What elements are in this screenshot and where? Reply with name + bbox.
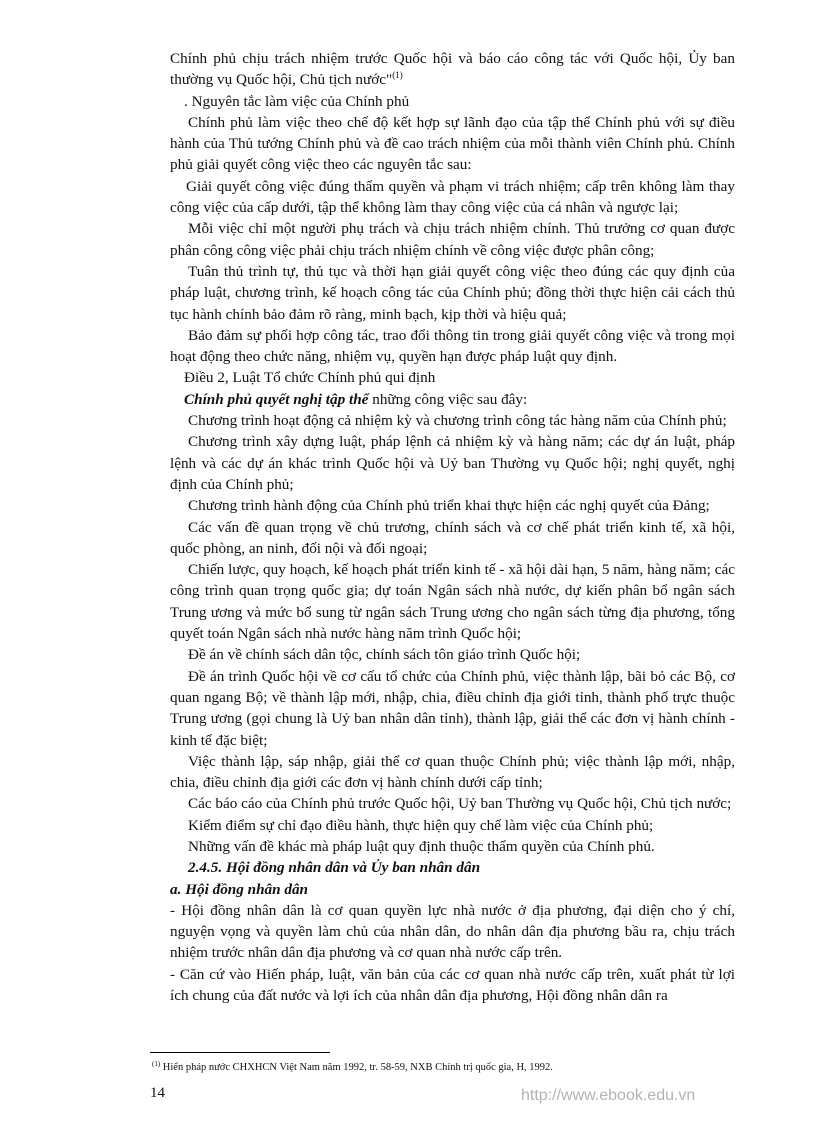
paragraph: Mỗi việc chỉ một người phụ trách và chịu trách nhiệm chính. Thủ trưởng cơ quan được phân công công việc phải chịu trách nhiệm chính về công việc được phân công; — [170, 220, 735, 259]
footnote-text: Hiến pháp nước CHXHCN Việt Nam năm 1992, tr. 58-59, NXB Chính trị quốc gia, H, 1992. — [160, 1062, 553, 1073]
subsection-heading: a. Hội đồng nhân dân — [170, 880, 309, 898]
section-label: . Nguyên tắc làm việc của Chính phủ — [184, 92, 410, 110]
paragraph: Tuân thủ trình tự, thủ tục và thời hạn giải quyết công việc theo đúng các quy định của pháp luật, chương trình, kế hoạch công tác của Chính phủ; đồng thời thực hiện cải cách thủ tục hành chính bảo đảm rõ ràng, minh bạch, kịp thời và hiệu quả; — [170, 262, 735, 323]
list-item: Những vấn đề khác mà pháp luật quy định thuộc thẩm quyền của Chính phủ. — [188, 837, 655, 855]
list-item: Kiểm điểm sự chỉ đạo điều hành, thực hiện quy chế làm việc của Chính phủ; — [188, 816, 654, 834]
list-item: Đề án trình Quốc hội về cơ cấu tổ chức của Chính phủ, việc thành lập, bãi bỏ các Bộ, cơ quan ngang Bộ; về thành lập mới, nhập, chia, điều chỉnh địa giới tỉnh, thành phố trực thuộc Trung ương (gọi chung là Uỷ ban nhân dân tỉnh), thành lập, giải thể các đơn vị hành chính - kinh tế đặc biệt; — [170, 667, 735, 749]
list-item: Chương trình xây dựng luật, pháp lệnh cả nhiệm kỳ và hàng năm; các dự án luật, pháp lệnh và các dự án khác trình Quốc hội và Uỷ ban Thường vụ Quốc hội; nghị quyết, nghị định của Chính phủ; — [170, 433, 735, 493]
list-item: Việc thành lập, sáp nhập, giải thể cơ quan thuộc Chính phủ; việc thành lập mới, nhập, chia, điều chỉnh địa giới các đơn vị hành chính dưới cấp tỉnh; — [170, 752, 735, 792]
footnote-marker: (1) — [152, 1060, 161, 1068]
footnote-ref: (1) — [392, 70, 403, 81]
paragraph: Chính phủ làm việc theo chế độ kết hợp sự lãnh đạo của tập thể Chính phủ với sự điều hành của Thủ tướng Chính phủ và đề cao trách nhiệm của mỗi thành viên Chính phủ. Chính phủ giải quyết công việc theo các nguyên tắc sau: — [170, 113, 735, 174]
paragraph — [170, 389, 735, 410]
page-number: 14 — [150, 1085, 165, 1101]
emphasis-text: Chính phủ quyết nghị tập thể — [184, 390, 369, 408]
paragraph: Bảo đảm sự phối hợp công tác, trao đổi thông tin trong giải quyết công việc và trong mọi hoạt động theo chức năng, nhiệm vụ, quyền hạn được pháp luật quy định. — [170, 326, 735, 366]
footnote — [152, 1061, 553, 1075]
list-item: Chương trình hoạt động cả nhiệm kỳ và chương trình công tác hàng năm của Chính phủ; — [188, 412, 727, 430]
paragraph: - Căn cứ vào Hiến pháp, luật, văn bản của các cơ quan nhà nước cấp trên, xuất phát từ lợi ích chung của đất nước và lợi ích của nhân dân địa phương, Hội đồng nhân dân ra — [170, 965, 735, 1005]
paragraph: Điều 2, Luật Tổ chức Chính phủ qui định — [184, 369, 436, 387]
paragraph: Giải quyết công việc đúng thẩm quyền và phạm vi trách nhiệm; cấp trên không làm thay công việc của cấp dưới, tập thể không làm thay công việc của cá nhân và ngược lại; — [170, 177, 735, 217]
website-watermark: http://www.ebook.edu.vn — [521, 1087, 696, 1104]
paragraph: - Hội đồng nhân dân là cơ quan quyền lực nhà nước ở địa phương, đại diện cho ý chí, nguyện vọng và quyền làm chủ của nhân dân, do nhân dân địa phương bầu ra, chịu trách nhiệm trước nhân dân địa phương và cơ quan nhà nước cấp trên. — [170, 901, 735, 962]
section-heading: 2.4.5. Hội đồng nhân dân và Ủy ban nhân dân — [188, 859, 481, 877]
paragraph-text: Chính phủ chịu trách nhiệm trước Quốc hội và báo cáo công tác với Quốc hội, Ủy ban thường vụ Quốc hội, Chủ tịch nước" — [170, 50, 735, 89]
paragraph — [170, 48, 735, 91]
list-item: Các báo cáo của Chính phủ trước Quốc hội, Uỷ ban Thường vụ Quốc hội, Chủ tịch nước; — [188, 795, 732, 813]
paragraph-text: những công việc sau đây: — [368, 390, 528, 408]
list-item: Chương trình hành động của Chính phủ triển khai thực hiện các nghị quyết của Đảng; — [188, 497, 710, 515]
list-item: Chiến lược, quy hoạch, kế hoạch phát triển kinh tế - xã hội dài hạn, 5 năm, hàng năm; các công trình quan trọng quốc gia; dự toán Ngân sách nhà nước, dự kiến phân bổ ngân sách Trung ương và mức bổ sung từ ngân sách Trung ương cho ngân sách từng địa phương, tổng quyết toán Ngân sách nhà nước hàng năm trình Quốc hội; — [170, 561, 735, 643]
footnote-divider — [150, 1052, 330, 1053]
page-body — [170, 48, 735, 1006]
list-item: Đề án về chính sách dân tộc, chính sách tôn giáo trình Quốc hội; — [188, 646, 581, 664]
list-item: Các vấn đề quan trọng về chủ trương, chính sách và cơ chế phát triển kinh tế, xã hội, quốc phòng, an ninh, đối nội và đối ngoại; — [170, 518, 735, 557]
